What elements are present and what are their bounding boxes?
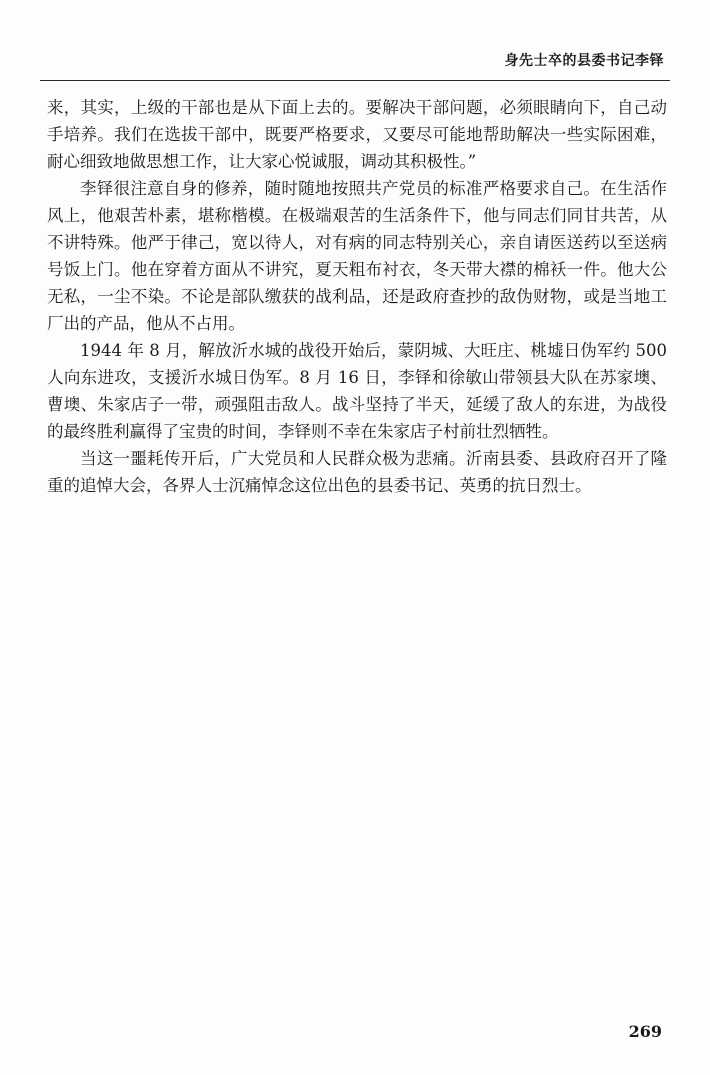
paragraph: 1944 年 8 月，解放沂水城的战役开始后，蒙阴城、大旺庄、桃墟日伪军约 500 人向东进攻，支援沂水城日伪军。8 月 16 日，李铎和徐敏山带领县大队在苏家墺、曹墺、朱家店子一带，顽强阻击敌人。战斗坚持了半天，延缓了敌人的东进，为战役的最终胜利赢得了宝贵的时间，李铎则不幸在朱家店子村前壮烈牺牲。 <box>47 341 667 441</box>
paragraph: 李铎很注意自身的修养，随时随地按照共产党员的标准严格要求自己。在生活作风上，他艰苦朴素，堪称楷模。在极端艰苦的生活条件下，他与同志们同甘共苦，从不讲特殊。他严于律己，宽以待人，对有病的同志特别关心，亲自请医送药以至送病号饭上门。他在穿着方面从不讲究，夏天粗布衬衣，冬天带大襟的棉袄一件。他大公无私，一尘不染。不论是部队缴获的战利品，还是政府查抄的敌伪财物，或是当地工厂出的产品，他从不占用。 <box>47 179 667 333</box>
body-text <box>47 94 667 499</box>
running-header <box>40 46 670 81</box>
paragraph: 当这一噩耗传开后，广大党员和人民群众极为悲痛。沂南县委、县政府召开了隆重的追悼大会，各界人士沉痛悼念这位出色的县委书记、英勇的抗日烈士。 <box>47 449 667 495</box>
running-title: 身先士卒的县委书记李铎 <box>504 53 664 69</box>
page-number: 269 <box>628 1022 662 1041</box>
paragraph-continued: 来，其实，上级的干部也是从下面上去的。要解决干部问题，必须眼睛向下，自己动手培养。我们在选拔干部中，既要严格要求，又要尽可能地帮助解决一些实际困难，耐心细致地做思想工作，让大家心悦诚服，调动其积极性。” <box>47 98 667 171</box>
